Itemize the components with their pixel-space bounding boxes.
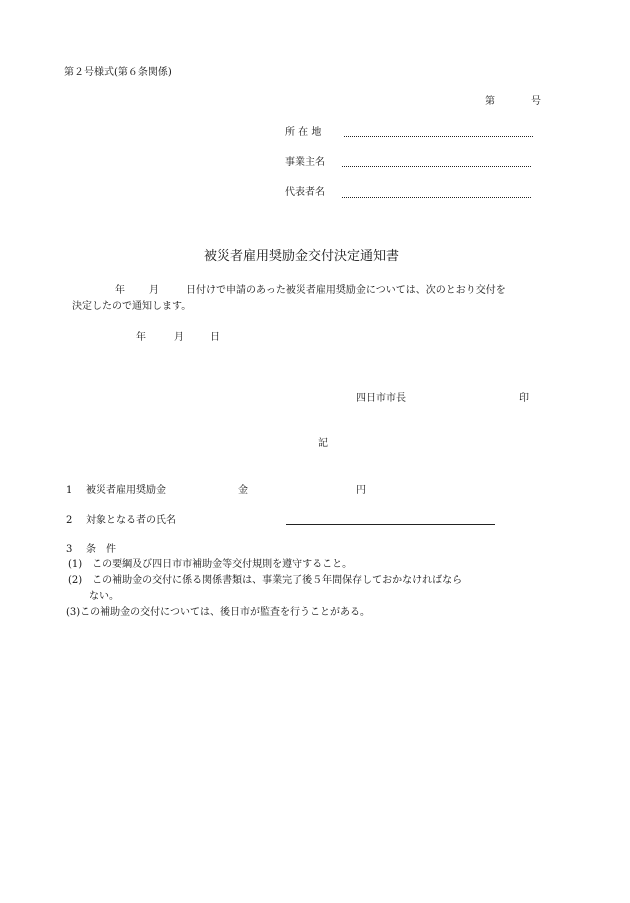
item-1-yen: 円	[356, 485, 366, 496]
doc-number-dai: 第	[485, 96, 495, 107]
owner-field[interactable]	[342, 166, 531, 167]
condition-3: (3)この補助金の交付については、後日市が監査を行うことがある。	[66, 607, 370, 618]
item-3-label: 条 件	[86, 544, 116, 555]
seal-mark: 印	[519, 393, 529, 404]
item-1-label: 被災者雇用奨励金	[86, 485, 166, 496]
date-month: 月	[174, 332, 184, 343]
form-label: 第２号様式(第６条関係)	[64, 67, 172, 78]
issuer-name: 四日市市長	[356, 393, 406, 404]
date-day: 日	[210, 332, 220, 343]
recipient-name-field[interactable]	[286, 524, 495, 525]
body-month: 月	[149, 285, 159, 296]
body-year: 年	[115, 285, 125, 296]
doc-number-go: 号	[531, 96, 541, 107]
item-1-number: 1	[66, 485, 73, 496]
condition-2-continued: ない。	[89, 591, 119, 602]
representative-field[interactable]	[342, 197, 531, 198]
date-year: 年	[136, 332, 146, 343]
item-2-label: 対象となる者の氏名	[86, 515, 176, 526]
address-field[interactable]	[344, 136, 533, 137]
representative-label: 代表者名	[285, 187, 325, 198]
item-2-number: 2	[66, 515, 73, 526]
body-line-1: 日付けで申請のあった被災者雇用奨励金については、次のとおり交付を	[186, 285, 506, 296]
body-line-2: 決定したので通知します。	[72, 301, 192, 312]
document-title: 被災者雇用奨励金交付決定通知書	[204, 249, 400, 264]
condition-2: (2) この補助金の交付に係る関係書類は、事業完了後５年間保存しておかなければなら	[68, 575, 463, 586]
ki-heading: 記	[318, 438, 328, 449]
address-label: 所 在 地	[285, 127, 322, 138]
item-3-number: 3	[66, 544, 73, 555]
owner-label: 事業主名	[285, 157, 325, 168]
item-1-kin: 金	[238, 485, 248, 496]
condition-1: (1) この要綱及び四日市市補助金等交付規則を遵守すること。	[68, 559, 353, 570]
